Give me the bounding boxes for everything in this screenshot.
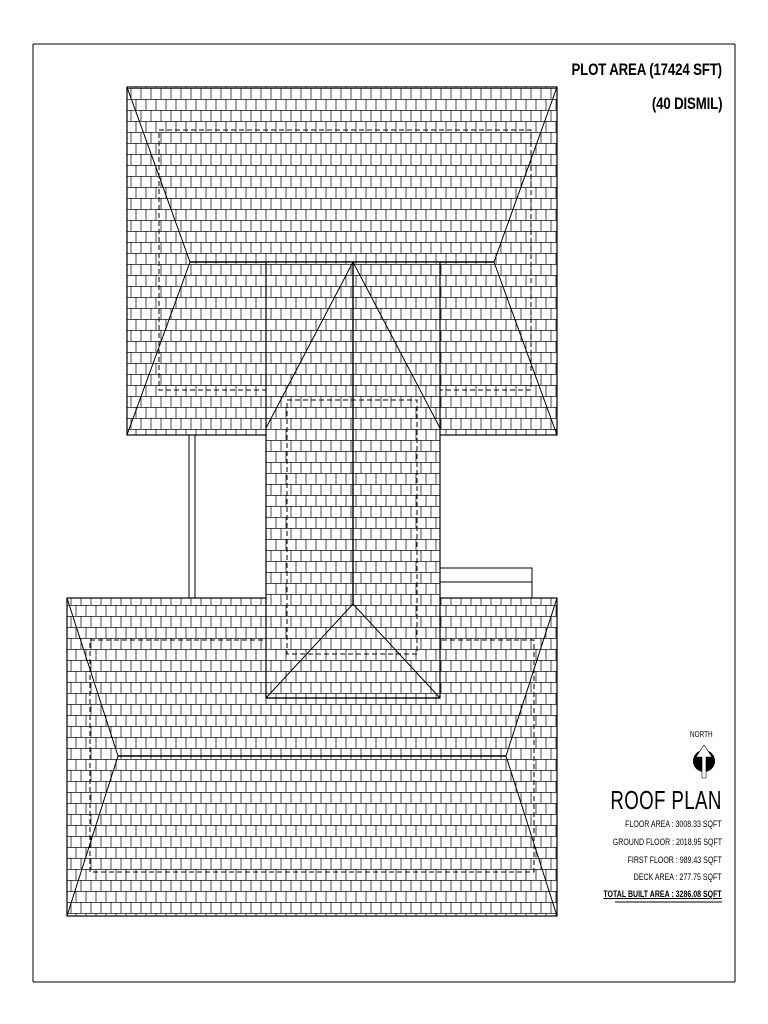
plot-area-label: PLOT AREA (17424 SFT) bbox=[571, 60, 722, 79]
deck-slab bbox=[440, 568, 532, 598]
floor-area-text: FLOOR AREA : 3008.33 SQFT bbox=[625, 819, 722, 829]
ground-floor-text: GROUND FLOOR : 2018.95 SQFT bbox=[612, 837, 722, 847]
deck-area-text: DECK AREA : 277.75 SQFT bbox=[634, 872, 722, 882]
plot-dismil-label: (40 DISMIL) bbox=[651, 94, 722, 113]
north-arrow-icon bbox=[693, 745, 715, 778]
total-built-area-text: TOTAL BUILT AREA : 3286.08 SQFT bbox=[603, 889, 722, 899]
north-label: NORTH bbox=[690, 730, 713, 739]
first-floor-text: FIRST FLOOR : 989.43 SQFT bbox=[627, 855, 722, 865]
central-gable-roof bbox=[266, 262, 440, 698]
drawing-title: ROOF PLAN bbox=[610, 785, 722, 815]
